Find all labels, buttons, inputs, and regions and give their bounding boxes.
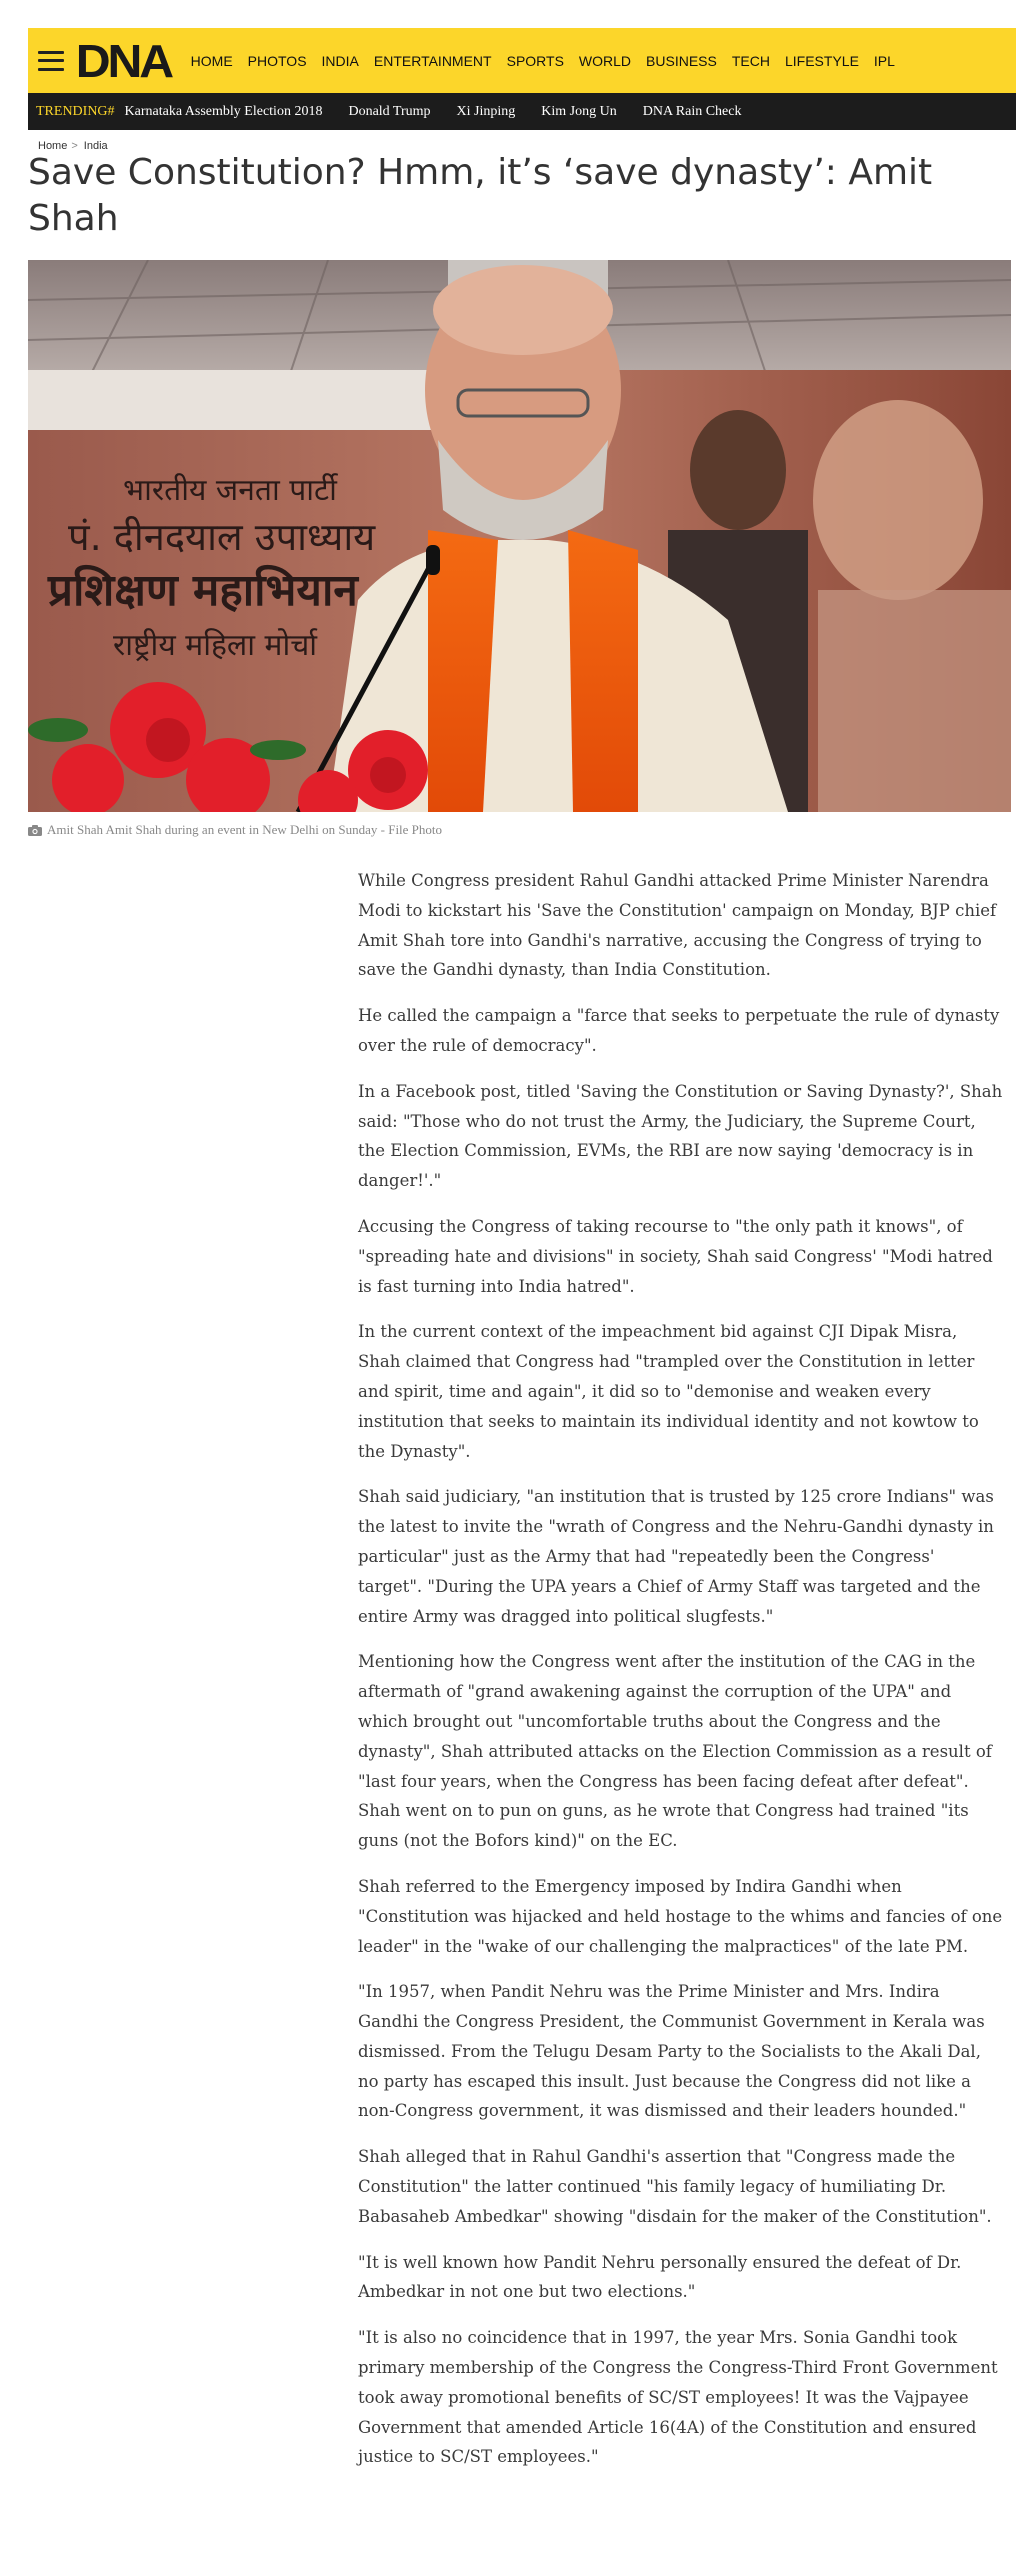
- article-title: Save Constitution? Hmm, it’s ‘save dynasty’: Amit Shah: [28, 152, 933, 239]
- hamburger-menu-icon[interactable]: [38, 51, 64, 71]
- nav-photos[interactable]: PHOTOS: [247, 52, 307, 69]
- image-caption: [28, 822, 442, 838]
- trending-item[interactable]: Kim Jong Un: [541, 103, 617, 119]
- article-hero-image: [28, 260, 1011, 812]
- article-paragraph: Shah referred to the Emergency imposed by Indira Gandhi when "Constitution was hijacked and held hostage to the whims and fancies of one leader" in the "wake of our challenging the malpractices" of the late PM.: [358, 1876, 1003, 1956]
- camera-icon: [28, 825, 42, 836]
- nav-lifestyle[interactable]: LIFESTYLE: [784, 52, 859, 69]
- nav-tech[interactable]: TECH: [731, 52, 770, 69]
- breadcrumb-section[interactable]: India: [83, 140, 108, 152]
- nav-ipl[interactable]: IPL: [873, 52, 895, 69]
- main-nav: [191, 53, 910, 69]
- site-header: [28, 28, 1016, 93]
- trending-item[interactable]: Xi Jinping: [456, 103, 516, 119]
- banner-line: राष्ट्रीय महिला मोर्चा: [113, 628, 318, 663]
- article-paragraph: Accusing the Congress of taking recourse to "the only path it knows", of "spreading hate and divisions" in society, Shah said Congress' "Modi hatred is fast turning into India hatred".: [358, 1216, 993, 1296]
- banner-line: पं. दीनदयाल उपाध्याय: [68, 515, 376, 559]
- breadcrumb-home[interactable]: Home: [38, 140, 68, 152]
- article-paragraph: "It is well known how Pandit Nehru personally ensured the defeat of Dr. Ambedkar in not one but two elections.": [358, 2252, 962, 2302]
- article-body: [358, 866, 1003, 2488]
- trending-bar: [28, 93, 1016, 130]
- article-paragraph: He called the campaign a "farce that seeks to perpetuate the rule of dynasty over the rule of democracy".: [358, 1006, 1000, 1055]
- article-paragraph: In a Facebook post, titled 'Saving the Constitution or Saving Dynasty?', Shah said: "Those who do not trust the Army, the Judiciary, the Supreme Court, the Election Commission, EVMs, the RBI are now saying 'democracy is in danger!'.": [358, 1081, 1003, 1191]
- article-paragraph: Shah said judiciary, "an institution that is trusted by 125 crore Indians" was the latest to invite the "wrath of Congress and the Nehru-Gandhi dynasty in particular" just as the Army that had "repeatedly been the Congress' target". "During the UPA years a Chief of Army Staff was targeted and the entire Army was dragged into political slugfests.": [358, 1487, 994, 1626]
- article-paragraph: "In 1957, when Pandit Nehru was the Prime Minister and Mrs. Indira Gandhi the Congress President, the Communist Government in Kerala was dismissed. From the Telugu Desam Party to the Socialists to the Akali Dal, no party has escaped this insult. Just because the Congress did not like a non-Congress government, it was dismissed and their leaders hounded.": [358, 1982, 985, 2121]
- nav-world[interactable]: WORLD: [578, 52, 632, 69]
- nav-business[interactable]: BUSINESS: [646, 52, 717, 69]
- trending-item[interactable]: Donald Trump: [348, 103, 431, 119]
- site-logo[interactable]: DNA: [75, 34, 171, 87]
- article-paragraph: "It is also no coincidence that in 1997, the year Mrs. Sonia Gandhi took primary membership of the Congress the Congress-Third Front Government took away promotional benefits of SC/ST employees! It was the Vajpayee Government that amended Article 16(4A) of the Constitution and ensured justice to SC/ST employees.": [358, 2328, 998, 2467]
- banner-line: भारतीय जनता पार्टी: [123, 473, 337, 508]
- trending-label: TRENDING#: [36, 103, 115, 119]
- trending-item[interactable]: DNA Rain Check: [642, 103, 742, 119]
- article-paragraph: In the current context of the impeachment bid against CJI Dipak Misra, Shah claimed that Congress had "trampled over the Constitution in letter and spirit, time and again", it did so to "demonise and weaken every institution that seeks to maintain its individual identity and not kowtow to the Dynasty".: [358, 1322, 979, 1461]
- article-paragraph: Mentioning how the Congress went after the institution of the CAG in the aftermath of "grand awakening against the corruption of the UPA" and which brought out "uncomfortable truths about the Congress and the dynasty", Shah attributed attacks on the Election Commission as a result of "last four years, when the Congress has been facing defeat after defeat". Shah went on to pun on guns, as he wrote that Congress had trained "its guns (not the Bofors kind)" on the EC.: [358, 1652, 992, 1851]
- trending-item[interactable]: Karnataka Assembly Election 2018: [124, 103, 323, 119]
- article-paragraph: Shah alleged that in Rahul Gandhi's assertion that "Congress made the Constitution" the latter continued "his family legacy of humiliating Dr. Babasaheb Ambedkar" showing "disdain for the maker of the Constitution".: [358, 2147, 992, 2226]
- breadcrumb-separator: >: [71, 140, 78, 152]
- nav-india[interactable]: INDIA: [321, 52, 359, 69]
- banner-line: प्रशिक्षण महाभियान: [48, 565, 358, 616]
- caption-text: Amit Shah Amit Shah during an event in New Delhi on Sunday - File Photo: [47, 822, 443, 837]
- nav-entertainment[interactable]: ENTERTAINMENT: [373, 52, 492, 69]
- nav-home[interactable]: HOME: [190, 52, 233, 69]
- nav-sports[interactable]: SPORTS: [506, 52, 564, 69]
- article-paragraph: While Congress president Rahul Gandhi attacked Prime Minister Narendra Modi to kickstart his 'Save the Constitution' campaign on Monday, BJP chief Amit Shah tore into Gandhi's narrative, accusing the Congress of trying to save the Gandhi dynasty, than India Constitution.: [358, 871, 997, 980]
